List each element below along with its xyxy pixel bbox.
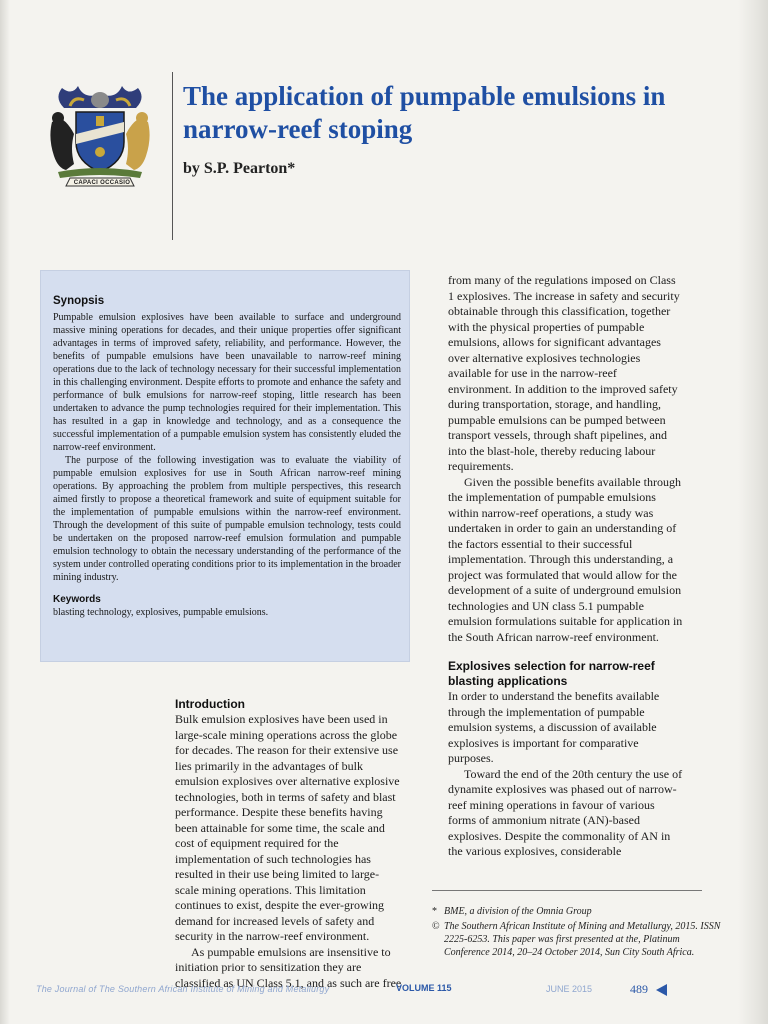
introduction-heading: Introduction (175, 697, 245, 711)
right-column (448, 273, 683, 860)
title-divider (172, 72, 173, 240)
footnote-text: BME, a division of the Omnia Group (444, 906, 592, 917)
keywords-list: blasting technology, explosives, pumpable emulsions. (53, 607, 269, 618)
right-paragraph-4: Toward the end of the 20th century the use of dynamite explosives was phased out of narrow-reef mining operations in favour of various forms of ammonium nitrate (AN)-based explosives. Despite the commonality of AN in the various explosives, considerable (448, 766, 683, 858)
right-paragraph-3: In order to understand the benefits available through the implementation of pumpable emulsion systems, a discussion of available explosives is important for comparative purposes. (448, 689, 660, 765)
explosives-section-heading: Explosives selection for narrow-reef blasting applications (448, 659, 655, 688)
footnote-copyright (432, 920, 722, 959)
footnote-mark: * (432, 906, 437, 917)
right-paragraph-1: from many of the regulations imposed on Class 1 explosives. The increase in safety and security obtainable through this classification, together with the physical properties of pumpable emulsions, allows for significant advantages over alternative explosives technologies available for use in the narrow-reef environment. In addition to the improved safety during transportation, storage, and handling, pumpable emulsions can be pumped between transport vessels, through shaft pipelines, and into the blast-hole, thereby reducing labour requirements. (448, 273, 680, 473)
right-paragraph-2: Given the possible benefits available through the implementation of pumpable emulsions within narrow-reef operations, a study was undertaken in order to gain an understanding of the factors essential to their successful implementation. Through this understanding, a project was formulated that would allow for the development of a suite of underground emulsion technologies and UN class 5.1 pumpable emulsion formulations suitable for application in the South African narrow-reef environment. (448, 474, 683, 644)
page-edge-shadow (0, 0, 10, 1024)
footnote-rule (432, 890, 702, 891)
introduction-column (175, 697, 402, 991)
synopsis-paragraph-1: Pumpable emulsion explosives have been available to surface and underground massive mining operations for decades, and their unique properties offer significant advantages in terms of improved safety, reliability, and performance. However, the benefits of pumpable emulsions have been unavailable to narrow-reef mining operations due to the lack of technology necessary for their successful implementation in this challenging environment. Despite efforts to promote and enhance the safety and performance of bulk emulsions for narrow-reef stoping, little research has been undertaken to advance the pump technologies required for their implementation. This has resulted in a gap in knowledge and technology, and as a consequence the successful implementation of a pumpable emulsion system has consistently eluded the narrow-reef environment. (53, 312, 401, 453)
issue-date: JUNE 2015 (546, 984, 593, 994)
introduction-paragraph-1: Bulk emulsion explosives have been used in large-scale mining operations across the globe for decades. The reason for their extensive use lies primarily in the advantages of bulk emulsion explosives over alternative explosive technologies, both in terms of safety and blast performance. Despite these benefits having been attainable for some time, the scale and cost of equipment required for the implementation of such technologies has resulted in their use being limited to large-scale mining operations. This limitation continues to exist, despite the ever-growing demand for increased levels of safety and security in the narrow-reef environment. (175, 712, 400, 943)
page-footer (0, 982, 768, 1002)
institute-crest-logo (44, 78, 156, 190)
page-number: 489 (630, 982, 648, 996)
footnote-text: The Southern African Institute of Mining and Metallurgy, 2015. ISSN 2225-6253. This paper was first presented at the, Platinum Conference 2014, 20–24 October 2014, Sun City South Africa. (444, 921, 721, 958)
footnote-affiliation (432, 905, 722, 918)
article-title: The application of pumpable emulsions in narrow-reef stoping (183, 81, 666, 144)
journal-name: The Journal of The Southern African Institute of Mining and Metallurgy (36, 984, 330, 994)
synopsis-heading: Synopsis (53, 295, 105, 307)
keywords-heading: Keywords (53, 594, 101, 605)
volume-number: VOLUME 115 (396, 983, 452, 993)
page-arrow-icon (656, 984, 667, 996)
synopsis-paragraph-2: The purpose of the following investigation was to evaluate the viability of pumpable emulsion explosives for use in South African narrow-reef mining operations. By approaching the problem from multiple perspectives, this research aimed firstly to propose a theoretical framework and suite of equipment suitable for the implementation of pumpable emulsions within the narrow-reef environment. Through the development of this suite of pumpable emulsion technology, tests could be undertaken on the proposed narrow-reef emulsion formulation and pumpable emulsion technology to obtain the necessary understanding of the performance of the system under controlled operating conditions prior to its implementation in the broader mining industry. (53, 455, 401, 583)
introduction-paragraph-2: As pumpable emulsions are insensitive to initiation prior to sensitization they are classified as UN Class 5.1, and as such are free (175, 944, 402, 990)
footnote-mark: © (432, 921, 440, 932)
synopsis-box (40, 270, 410, 662)
article-author: by S.P. Pearton* (183, 160, 296, 177)
footnotes (432, 905, 722, 961)
crest-motto: CAPACI OCCASIO (73, 180, 131, 186)
page-fold-shadow (738, 0, 768, 1024)
